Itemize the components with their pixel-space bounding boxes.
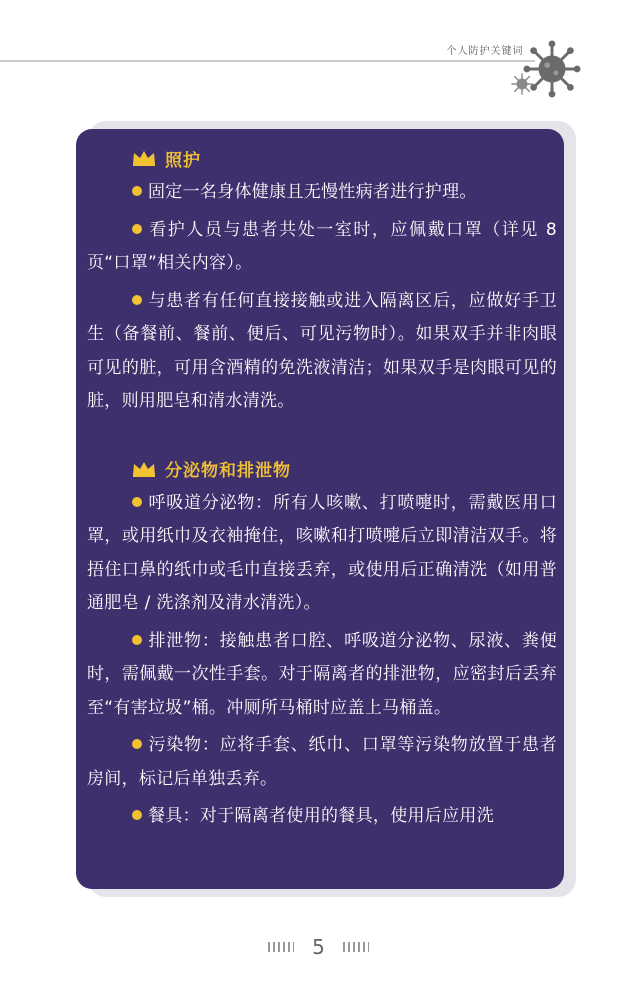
list-item: 餐具：对于隔离者使用的餐具，使用后应用洗 <box>87 800 557 834</box>
list-item: 与患者有任何直接接触或进入隔离区后，应做好手卫生（备餐前、餐前、便后、可见污物时）。如果双手并非肉眼可见的脏，可用含酒精的免洗液清洁；如果双手是肉眼可见的脏，则用肥皂和清水清洗。 <box>87 290 557 411</box>
bullet-dot <box>132 224 142 234</box>
section-heading <box>87 453 557 485</box>
bullet-dot <box>132 186 142 196</box>
bullet-dot <box>132 739 142 749</box>
page-number: 5 <box>312 935 325 959</box>
footer-ticks-right <box>343 942 369 952</box>
section-heading <box>87 142 557 174</box>
bullet-dot <box>132 295 142 305</box>
list-item: 排泄物：接触患者口腔、呼吸道分泌物、尿液、粪便时，需佩戴一次性手套。对于隔离者的排泄物，应密封后丢弃至“有害垃圾”桶。冲厕所马桶时应盖上马桶盖。 <box>87 630 557 718</box>
footer-ticks-left <box>268 942 294 952</box>
list-item: 看护人员与患者共处一室时，应佩戴口罩（详见 8 页“口罩”相关内容）。 <box>87 219 557 273</box>
card-content <box>87 142 557 838</box>
list-item: 污染物：应将手套、纸巾、口罩等污染物放置于患者房间，标记后单独丢弃。 <box>87 735 557 789</box>
bullet-dot <box>132 635 142 645</box>
virus-icon-small <box>511 73 533 95</box>
page-footer <box>0 935 637 959</box>
bullet-dot <box>132 497 142 507</box>
header-rule <box>0 60 535 62</box>
section-title: 分泌物和排泄物 <box>165 461 291 481</box>
running-header: 个人防护关键词 <box>446 46 524 57</box>
list-item: 固定一名身体健康且无慢性病者进行护理。 <box>87 176 557 210</box>
section-title: 照护 <box>165 150 201 171</box>
list-item: 呼吸道分泌物：所有人咳嗽、打喷嚏时，需戴医用口罩，或用纸巾及衣袖掩住，咳嗽和打喷嚏后立即清洁双手。将捂住口鼻的纸巾或毛巾直接丢弃，或使用后正确清洗（如用普通肥皂 / 洗涤剂及清水清洗）。 <box>87 492 557 613</box>
bullet-dot <box>132 810 142 820</box>
crown-icon <box>131 460 157 478</box>
crown-icon <box>131 149 157 167</box>
